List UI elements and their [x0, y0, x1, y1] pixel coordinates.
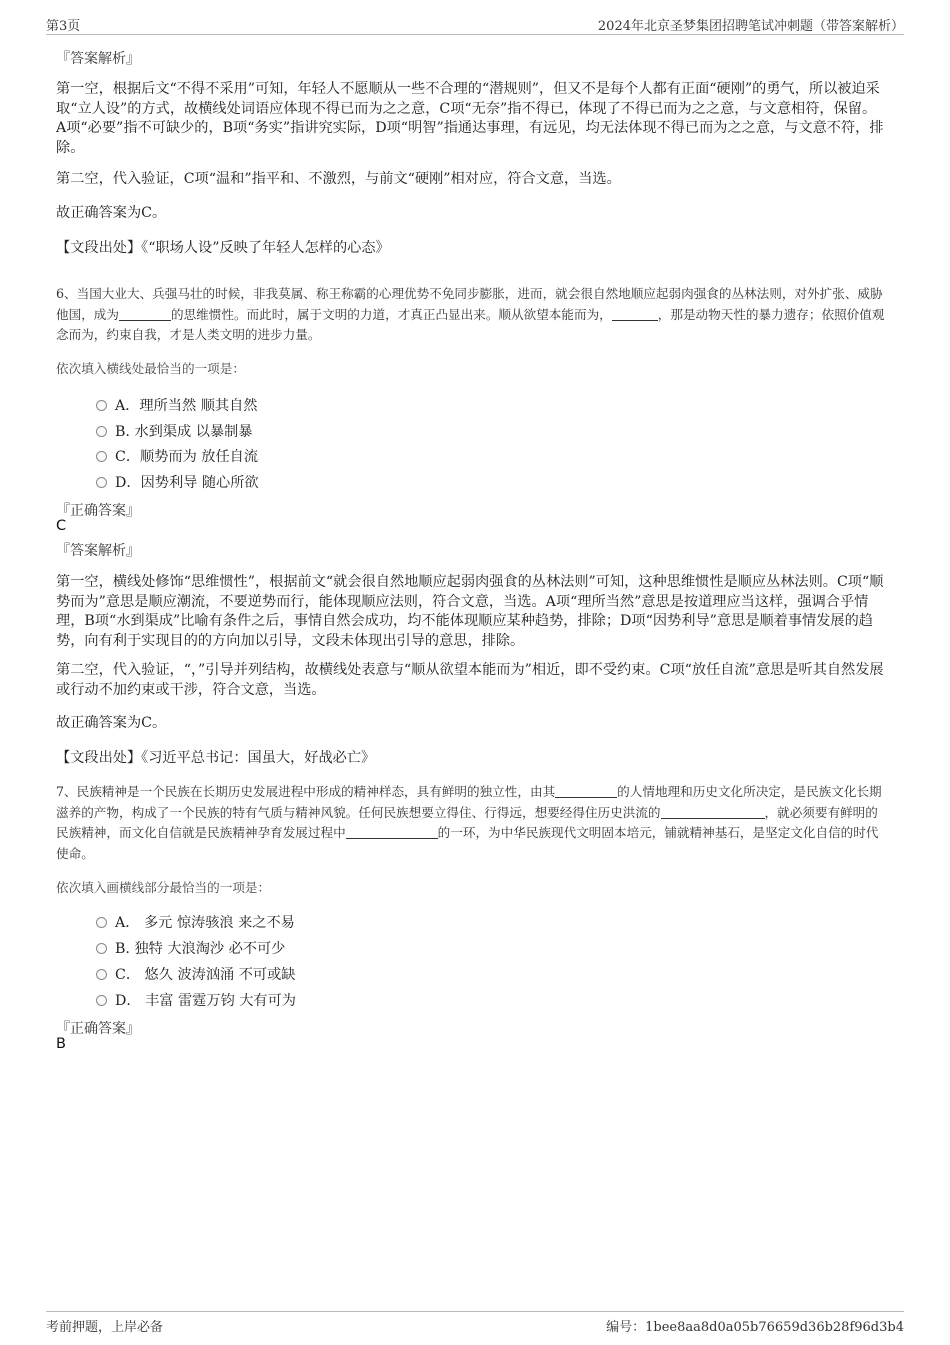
q5-analysis-label: 『答案解析』: [56, 51, 140, 67]
radio-icon[interactable]: [96, 943, 107, 954]
q6-source: 【文段出处】《习近平总书记：国虽大，好战必亡》: [56, 750, 376, 766]
q7-option-b[interactable]: [96, 938, 285, 958]
radio-icon[interactable]: [96, 400, 107, 411]
page-footer: [46, 1311, 904, 1336]
q6-stem-part-c: ，那是动物天性的暴力遗存；依照价值观念而为，约束自我，才是人类文明的进步力量。: [56, 306, 885, 342]
q5-analysis-para-1: 第一空，根据后文“不得不采用”可知，年轻人不愿顺从一些不合理的“潜规则”，但又不是每个人都有正面“硬刚”的勇气，所以被迫采取“立人设”的方式，故横线处词语应体现不得已而为之之意，C项“无奈”指不得已，体现了不得已而为之之意，与文意相符，保留。A项“必要”指不可缺少的，B项“务实”指讲究实际，D项“明智”指通达事理，有远见，均无法体现不得已而为之之意，与文意不符，排除。: [56, 81, 884, 156]
q7-blank-1: [555, 783, 617, 798]
q6-option-a[interactable]: [96, 395, 257, 415]
q7-option-a-label: A． 多元 惊涛骇浪 来之不易: [115, 915, 295, 931]
q6-blank-2: [612, 306, 658, 321]
q6-analysis-para-2: 第二空，代入验证，“，”引导并列结构，故横线处表意与“顺从欲望本能而为”相近，即不受约束。C项“放任自流”意思是听其自然发展或行动不加约束或干涉，符合文意，当选。: [56, 662, 884, 698]
q6-option-d[interactable]: [96, 472, 259, 492]
q6-stem-part-b: 的思维惯性。而此时，属于文明的力道，才真正凸显出来。顺从欲望本能而为，: [170, 306, 612, 322]
q7-option-c-label: C． 悠久 波涛汹涌 不可或缺: [115, 967, 296, 983]
q7-stem: [56, 782, 886, 864]
radio-icon[interactable]: [96, 451, 107, 462]
q6-conclusion: 故正确答案为C。: [56, 715, 167, 731]
q7-option-d[interactable]: [96, 990, 296, 1010]
radio-icon[interactable]: [96, 995, 107, 1006]
q7-option-c[interactable]: [96, 964, 295, 984]
q7-option-a[interactable]: [96, 912, 295, 932]
radio-icon[interactable]: [96, 917, 107, 928]
q6-stem-part-a: 6、当国大业大、兵强马壮的时候，非我莫属、称王称霸的心理优势不免同步膨胀，进而，就会很自然地顺应起弱肉强食的丛林法则，对外扩张、威胁他国，成为: [56, 286, 883, 322]
q6-option-c[interactable]: [96, 446, 258, 466]
q7-instruction: 依次填入画横线部分最恰当的一项是：: [56, 880, 271, 895]
q7-stem-part-c: ，就必须要有鲜明的民族精神，而文化自信就是民族精神孕育发展过程中: [56, 804, 878, 840]
q6-blank-1: [119, 306, 171, 321]
q7-stem-part-d: 的一环，为中华民族现代文明固本培元，铺就精神基石，是坚定文化自信的时代使命。: [56, 825, 879, 861]
q5-source: 【文段出处】《“职场人设”反映了年轻人怎样的心态》: [56, 240, 390, 256]
footer-slogan: 考前押题，上岸必备: [46, 1320, 164, 1335]
q6-instruction: 依次填入横线处最恰当的一项是：: [56, 361, 245, 376]
q6-correct-label: 『正确答案』: [56, 503, 140, 519]
q7-blank-2: [661, 804, 765, 819]
q7-stem-part-b: 的人情地理和历史文化所决定，是民族文化长期滋养的产物，构成了一个民族的特有气质与精神风貌。任何民族想要立得住、行得远，想要经得住历史洪流的: [56, 784, 882, 820]
q7-option-d-label: D． 丰富 雷霆万钧 大有可为: [115, 993, 296, 1009]
q7-correct-label: 『正确答案』: [56, 1021, 140, 1037]
page-header: [46, 12, 904, 35]
radio-icon[interactable]: [96, 477, 107, 488]
q6-option-c-label: C．顺势而为 放任自流: [115, 449, 259, 465]
q7-stem-part-a: 7、民族精神是一个民族在长期历史发展进程中形成的精神样态，具有鲜明的独立性，由其: [56, 784, 556, 799]
q6-option-d-label: D．因势利导 随心所欲: [115, 475, 259, 491]
q6-stem: [56, 284, 886, 346]
q7-correct-value: B: [56, 1036, 66, 1052]
document-title: 2024年北京圣梦集团招聘笔试冲刺题（带答案解析）: [597, 19, 904, 34]
radio-icon[interactable]: [96, 426, 107, 437]
q5-analysis-para-2: 第二空，代入验证，C项“温和”指平和、不激烈，与前文“硬刚”相对应，符合文意，当选。: [56, 171, 621, 187]
q6-option-a-label: A．理所当然 顺其自然: [115, 398, 258, 414]
q7-blank-3: [346, 824, 438, 839]
q6-option-b-label: B. 水到渠成 以暴制暴: [115, 424, 253, 440]
footer-document-id: 编号：1bee8aa8d0a05b76659d36b28f96d3b4: [606, 1320, 904, 1335]
page-number: 第3页: [46, 19, 81, 34]
q6-analysis-label: 『答案解析』: [56, 543, 140, 559]
q6-correct-value: C: [56, 518, 67, 534]
q7-option-b-label: B. 独特 大浪淘沙 必不可少: [115, 941, 286, 957]
q5-conclusion: 故正确答案为C。: [56, 205, 167, 221]
radio-icon[interactable]: [96, 969, 107, 980]
q6-analysis-para-1: 第一空，横线处修饰“思维惯性”，根据前文“就会很自然地顺应起弱肉强食的丛林法则”可知，这种思维惯性是顺应丛林法则。C项“顺势而为”意思是顺应潮流，不要逆势而行，能体现顺应法则，符合文意，当选。A项“理所当然”意思是按道理应当这样，强调合乎情理，B项“水到渠成”比喻有条件之后，事情自然会成功，均不能体现顺应某种趋势，排除；D项“因势利导”意思是顺着事情发展的趋势，向有利于实现目的的方向加以引导，文段未体现出引导的意思，排除。: [56, 574, 884, 649]
q6-option-b[interactable]: [96, 421, 252, 441]
